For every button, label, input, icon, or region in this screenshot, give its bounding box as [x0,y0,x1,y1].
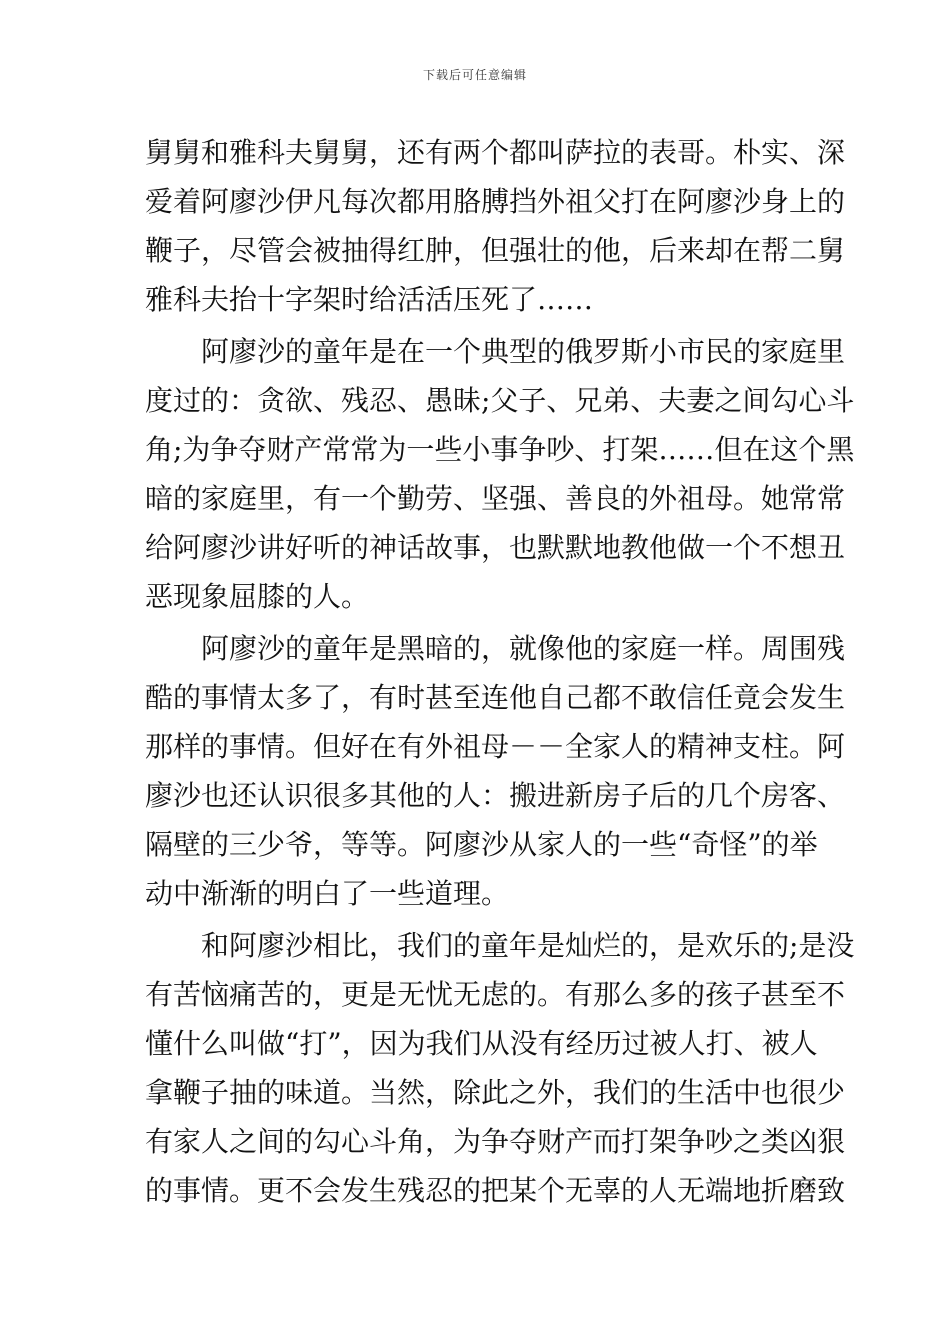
text-line: 那样的事情。但好在有外祖母－－全家人的精神支柱。阿 [145,730,846,763]
text-line: 阿廖沙的童年是黑暗的，就像他的家庭一样。周围残 [201,632,846,665]
text-line: 有家人之间的勾心斗角，为争夺财产而打架争吵之类凶狠 [145,1125,846,1158]
text-line: 度过的：贪欲、残忍、愚昧;父子、兄弟、夫妻之间勾心斗 [145,384,855,417]
text-line: 暗的家庭里，有一个勤劳、坚强、善良的外祖母。她常常 [145,482,846,515]
text-line: 拿鞭子抽的味道。当然，除此之外，我们的生活中也很少 [145,1076,846,1109]
text-line: 鞭子，尽管会被抽得红肿，但强壮的他，后来却在帮二舅 [145,234,846,267]
text-line: 舅舅和雅科夫舅舅，还有两个都叫萨拉的表哥。朴实、深 [145,136,846,169]
text-line: 酷的事情太多了，有时甚至连他自己都不敢信任竟会发生 [145,681,846,714]
text-line: 恶现象屈膝的人。 [145,580,370,613]
paragraph [145,327,855,621]
text-line: 雅科夫抬十字架时给活活压死了…… [145,283,594,316]
text-line: 和阿廖沙相比，我们的童年是灿烂的，是欢乐的;是没 [201,929,855,962]
paragraph [145,128,846,324]
body-text [145,128,855,1215]
paragraph [145,624,846,918]
text-line: 有苦恼痛苦的，更是无忧无虑的。有那么多的孩子甚至不 [145,978,846,1011]
text-line: 给阿廖沙讲好听的神话故事，也默默地教他做一个不想丑 [145,531,846,564]
text-line: 阿廖沙的童年是在一个典型的俄罗斯小市民的家庭里 [201,335,846,368]
text-line: 动中渐渐的明白了一些道理。 [145,877,510,910]
text-line: 廖沙也还认识很多其他的人：搬进新房子后的几个房客、 [145,779,846,812]
paragraph [145,921,855,1215]
text-line: 隔壁的三少爷，等等。阿廖沙从家人的一些“奇怪”的举 [145,828,818,861]
text-line: 爱着阿廖沙伊凡每次都用胳膊挡外祖父打在阿廖沙身上的 [145,185,846,218]
page-header: 下载后可任意编辑 [422,68,527,82]
text-line: 的事情。更不会发生残忍的把某个无辜的人无端地折磨致 [145,1174,846,1207]
text-line: 角;为争夺财产常常为一些小事争吵、打架……但在这个黑 [145,433,855,466]
text-line: 懂什么叫做“打”，因为我们从没有经历过被人打、被人 [145,1027,818,1060]
